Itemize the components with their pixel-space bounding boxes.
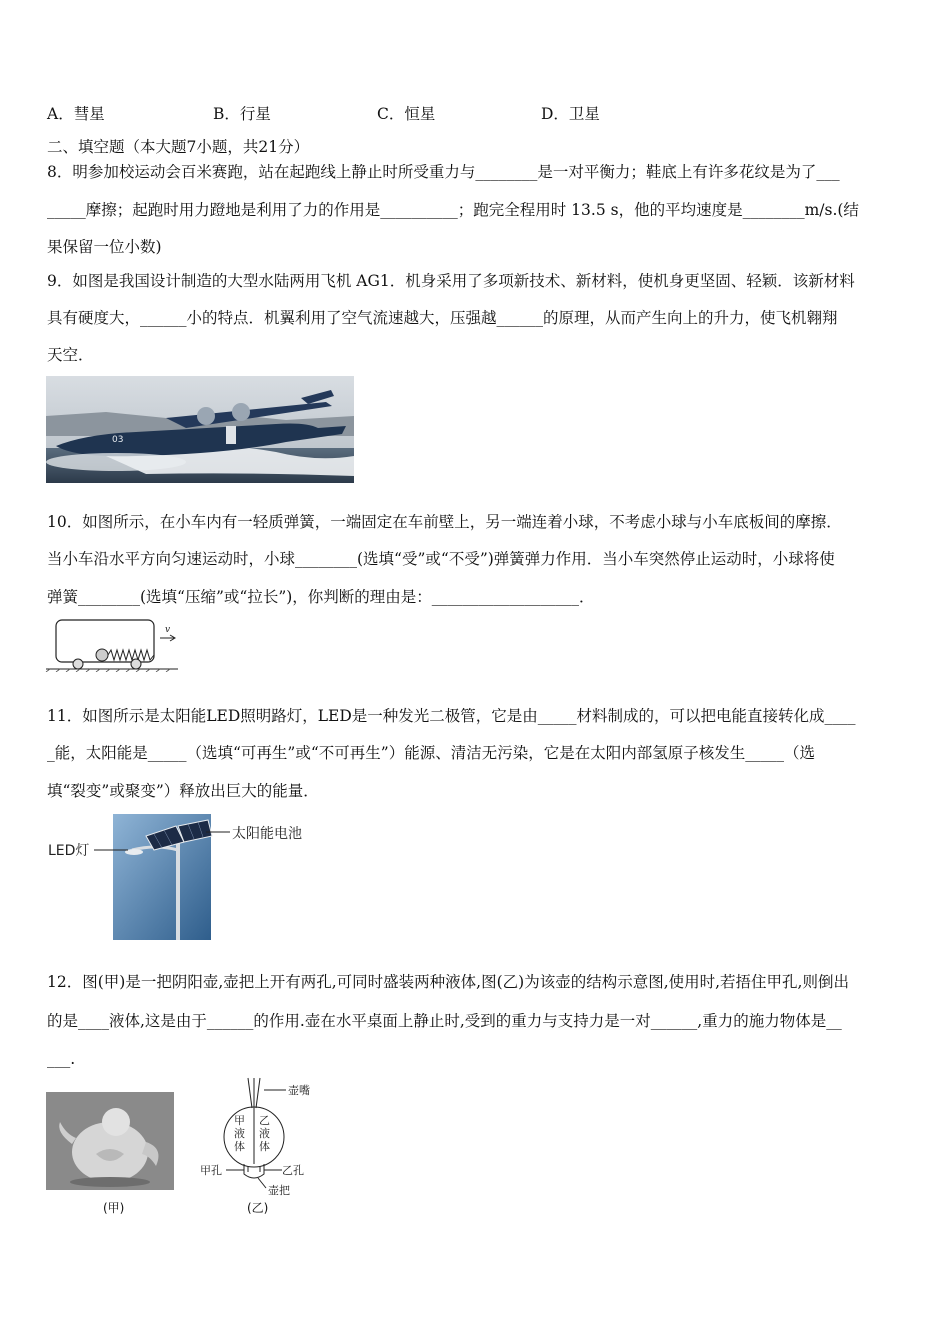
liquid-a-label-1: 甲: [234, 1114, 245, 1127]
cart-spring-diagram: [44, 616, 184, 672]
option-b: B．行星: [213, 105, 271, 123]
q9-line-1: 9．如图是我国设计制造的大型水陆两用飞机 AG1．机身采用了多项新技术、新材料，使机身更坚固、轻颖．该新材料: [47, 272, 855, 290]
q8-line-1: 8．明参加校运动会百米赛跑，站在起跑线上静止时所受重力与________是一对平衡力；鞋底上有许多花纹是为了___: [47, 163, 840, 181]
liquid-a-label-2: 液: [234, 1127, 245, 1140]
q11-line-2: _能，太阳能是_____（选填“可再生”或“不可再生”）能源、清洁无污染，它是在太阳内部氢原子核发生_____（选: [47, 744, 815, 762]
option-c: C．恒星: [377, 105, 436, 123]
q9-line-3: 天空．: [47, 346, 94, 364]
led-label: LED灯: [48, 843, 90, 859]
spout-label: 壶嘴: [288, 1084, 310, 1097]
liquid-b-label-1: 乙: [259, 1114, 270, 1127]
plane-marking: 03: [112, 435, 124, 445]
liquid-b-label-2: 液: [259, 1127, 270, 1140]
solar-panel-label: 太阳能电池: [232, 826, 302, 842]
teapot-structure-diagram: [196, 1074, 326, 1198]
q10-line-3: 弹簧________(选填“压缩”或“拉长”)，你判断的理由是：___________________．: [47, 588, 595, 606]
hole-b-label: 乙孔: [282, 1164, 304, 1177]
liquid-b-label-3: 体: [259, 1140, 270, 1153]
q12-line-3: ___.: [47, 1050, 76, 1068]
caption-yi: (乙): [247, 1201, 269, 1215]
yin-yang-teapot-photo: [46, 1092, 174, 1190]
caption-jia: (甲): [103, 1201, 125, 1215]
q8-line-2: _____摩擦；起跑时用力蹬地是利用了力的作用是__________；跑完全程用时 13.5 s，他的平均速度是________m/s.(结: [47, 201, 859, 219]
solar-street-light-photo: [46, 814, 326, 942]
amphibious-plane-photo: [46, 376, 354, 483]
q12-line-2: 的是____液体,这是由于______的作用.壶在水平桌面上静止时,受到的重力与支持力是一对______,重力的施力物体是__: [47, 1012, 842, 1030]
section-heading: 二、填空题（本大题7小题，共21分）: [47, 138, 310, 156]
option-d: D．卫星: [541, 105, 600, 123]
q8-line-3: 果保留一位小数): [47, 238, 162, 256]
handle-label: 壶把: [268, 1184, 290, 1197]
q10-line-1: 10．如图所示，在小车内有一轻质弹簧，一端固定在车前壁上，另一端连着小球，不考虑小球与小车底板间的摩擦．: [47, 513, 842, 531]
hole-a-label: 甲孔: [200, 1164, 222, 1177]
q12-line-1: 12．图(甲)是一把阴阳壶,壶把上开有两孔,可同时盛装两种液体,图(乙)为该壶的结构示意图,使用时,若捂住甲孔,则倒出: [47, 973, 849, 991]
q11-line-3: 填“裂变”或聚变”）释放出巨大的能量．: [47, 782, 319, 800]
q11-line-1: 11．如图所示是太阳能LED照明路灯，LED是一种发光二极管，它是由_____材料制成的，可以把电能直接转化成____: [47, 707, 856, 725]
q9-line-2: 具有硬度大，______小的特点．机翼利用了空气流速越大，压强越______的原理，从而产生向上的升力，使飞机翱翔: [47, 309, 838, 327]
velocity-label: v: [165, 625, 171, 635]
q10-line-2: 当小车沿水平方向匀速运动时，小球________(选填“受”或“不受”)弹簧弹力作用．当小车突然停止运动时，小球将使: [47, 550, 835, 568]
liquid-a-label-3: 体: [234, 1140, 245, 1153]
option-a: A．彗星: [47, 105, 105, 123]
